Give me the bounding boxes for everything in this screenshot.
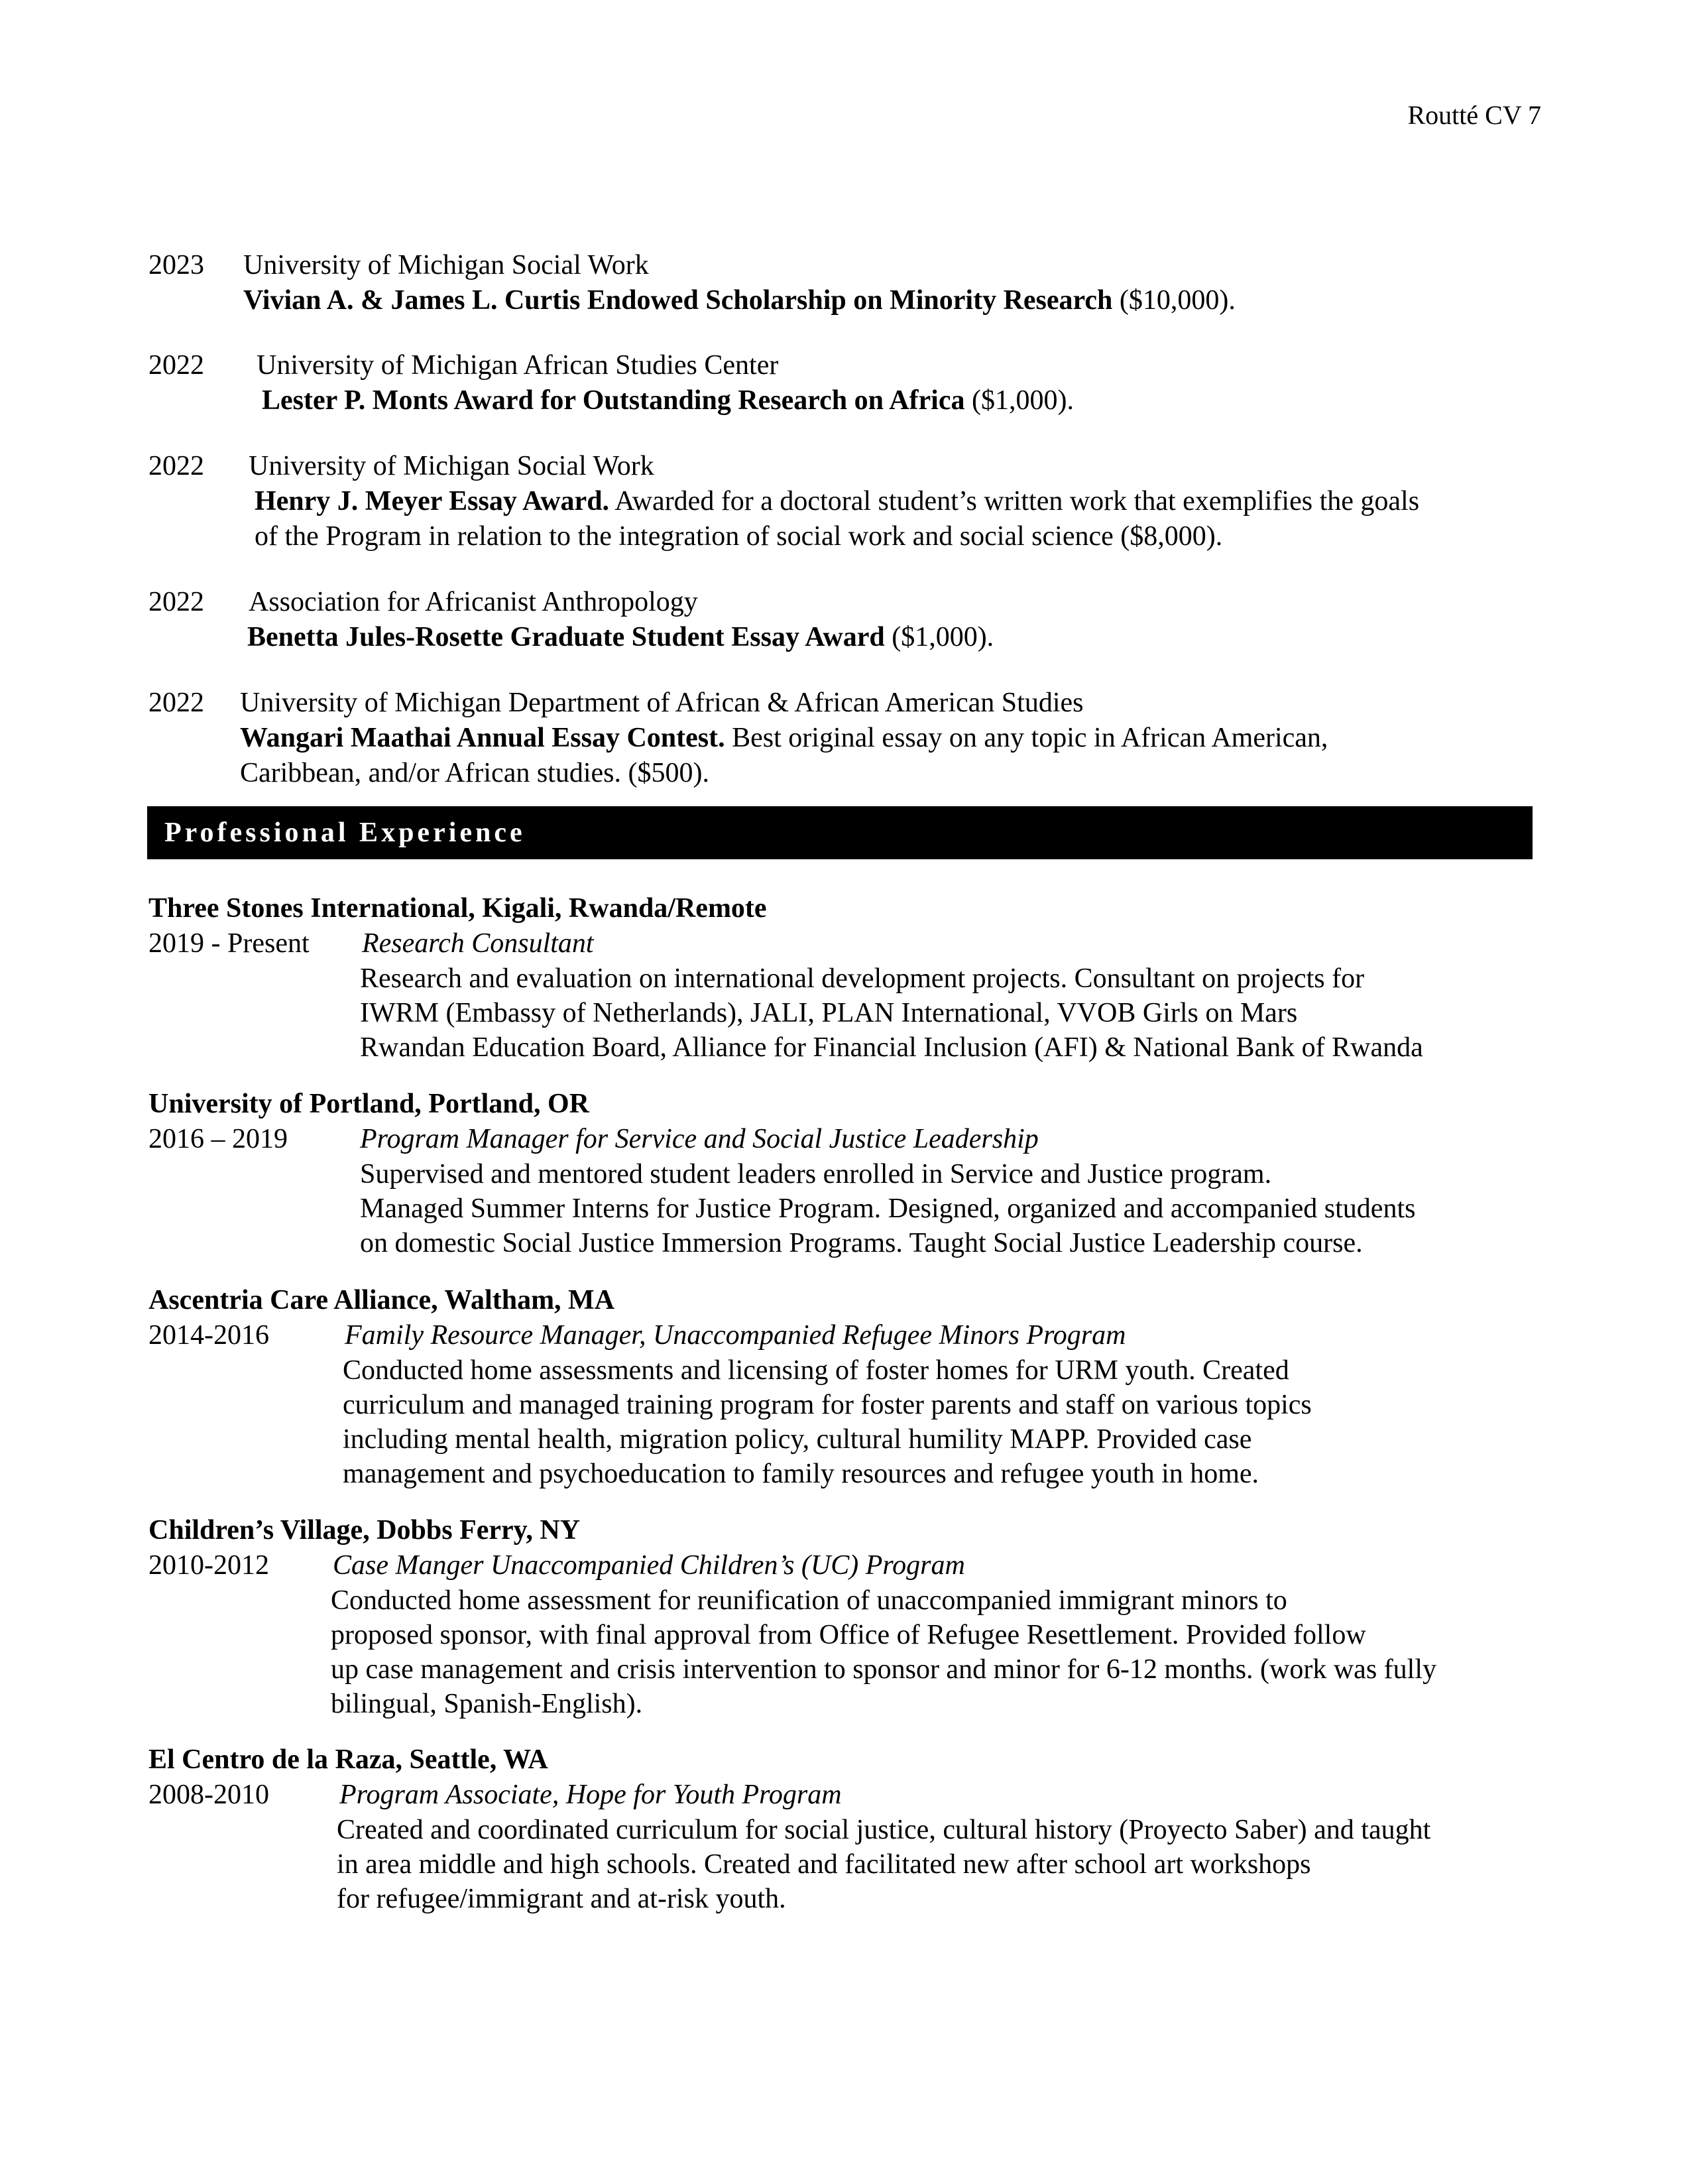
award-year: 2023 bbox=[148, 250, 204, 280]
organization-name: El Centro de la Raza, Seattle, WA bbox=[148, 1744, 548, 1775]
award-year: 2022 bbox=[148, 587, 204, 617]
description-line: Research and evaluation on international development projects. Consultant on projects for bbox=[360, 963, 1365, 994]
section-header-professional-experience: Professional Experience bbox=[147, 806, 1533, 859]
award-name: Vivian A. & James L. Curtis Endowed Scholarship on Minority Research bbox=[243, 285, 1113, 316]
award-description: ($1,000). bbox=[964, 385, 1074, 416]
description-line: Supervised and mentored student leaders enrolled in Service and Justice program. bbox=[360, 1159, 1272, 1189]
job-title: Program Associate, Hope for Youth Program bbox=[339, 1780, 842, 1810]
description-line: IWRM (Embassy of Netherlands), JALI, PLAN International, VVOB Girls on Mars bbox=[360, 998, 1298, 1028]
description-line: in area middle and high schools. Created and facilitated new after school art workshops bbox=[337, 1849, 1311, 1880]
award-year: 2022 bbox=[148, 451, 204, 481]
organization-name: Children’s Village, Dobbs Ferry, NY bbox=[148, 1515, 581, 1546]
award-name: Benetta Jules-Rosette Graduate Student Essay Award bbox=[247, 622, 885, 652]
award-year: 2022 bbox=[148, 688, 204, 718]
description-line: Conducted home assessments and licensing of foster homes for URM youth. Created bbox=[343, 1355, 1289, 1386]
award-description: of the Program in relation to the integration of social work and social science ($8,000). bbox=[255, 521, 1223, 552]
award-description: ($10,000). bbox=[1112, 285, 1236, 316]
employment-dates: 2014-2016 bbox=[148, 1320, 269, 1351]
description-line: on domestic Social Justice Immersion Programs. Taught Social Justice Leadership course. bbox=[360, 1228, 1363, 1258]
award-institution: University of Michigan African Studies Center bbox=[257, 350, 779, 381]
employment-dates: 2019 - Present bbox=[148, 928, 310, 959]
award-description: ($1,000). bbox=[884, 622, 994, 652]
job-title: Family Resource Manager, Unaccompanied Refugee Minors Program bbox=[345, 1320, 1126, 1351]
award-institution: Association for Africanist Anthropology bbox=[249, 587, 698, 617]
award-year: 2022 bbox=[148, 350, 204, 381]
award-name: Wangari Maathai Annual Essay Contest. bbox=[240, 723, 725, 753]
award-description: Awarded for a doctoral student’s written work that exemplifies the goals bbox=[609, 486, 1420, 516]
award-institution: University of Michigan Social Work bbox=[243, 250, 649, 280]
employment-dates: 2016 – 2019 bbox=[148, 1124, 288, 1154]
job-description bbox=[360, 1157, 1415, 1260]
award-entry bbox=[148, 248, 1236, 318]
job-title: Case Manger Unaccompanied Children’s (UC) Program bbox=[333, 1550, 965, 1581]
job-description bbox=[331, 1583, 1436, 1721]
award-entry bbox=[148, 686, 1328, 791]
description-line: including mental health, migration policy, cultural humility MAPP. Provided case bbox=[343, 1424, 1252, 1455]
employment-dates: 2010-2012 bbox=[148, 1550, 269, 1581]
employment-dates: 2008-2010 bbox=[148, 1780, 269, 1810]
description-line: Conducted home assessment for reunification of unaccompanied immigrant minors to bbox=[331, 1585, 1287, 1616]
job-title: Research Consultant bbox=[362, 928, 594, 959]
award-description: Caribbean, and/or African studies. ($500). bbox=[240, 758, 709, 788]
award-institution: University of Michigan Department of African & African American Studies bbox=[240, 688, 1084, 718]
award-description: Best original essay on any topic in African American, bbox=[725, 723, 1328, 753]
award-entry bbox=[148, 585, 994, 655]
award-entry bbox=[148, 348, 1074, 418]
job-title: Program Manager for Service and Social Justice Leadership bbox=[360, 1124, 1039, 1154]
description-line: up case management and crisis intervention to sponsor and minor for 6-12 months. (work was fully bbox=[331, 1654, 1436, 1685]
running-head: Routté CV 7 bbox=[1407, 100, 1541, 130]
award-name: Henry J. Meyer Essay Award. bbox=[255, 486, 610, 516]
award-institution: University of Michigan Social Work bbox=[249, 451, 654, 481]
description-line: curriculum and managed training program for foster parents and staff on various topics bbox=[343, 1390, 1312, 1420]
description-line: proposed sponsor, with final approval from Office of Refugee Resettlement. Provided follow bbox=[331, 1620, 1366, 1650]
organization-name: Ascentria Care Alliance, Waltham, MA bbox=[148, 1285, 615, 1315]
job-description bbox=[337, 1813, 1430, 1916]
description-line: Rwandan Education Board, Alliance for Financial Inclusion (AFI) & National Bank of Rwanda bbox=[360, 1032, 1423, 1063]
award-name: Lester P. Monts Award for Outstanding Research on Africa bbox=[262, 385, 965, 416]
organization-name: University of Portland, Portland, OR bbox=[148, 1089, 589, 1119]
description-line: bilingual, Spanish-English). bbox=[331, 1689, 643, 1719]
job-description bbox=[360, 961, 1423, 1065]
job-description bbox=[343, 1353, 1312, 1491]
award-entry bbox=[148, 449, 1419, 554]
description-line: for refugee/immigrant and at-risk youth. bbox=[337, 1884, 786, 1914]
organization-name: Three Stones International, Kigali, Rwanda/Remote bbox=[148, 893, 767, 924]
description-line: management and psychoeducation to family resources and refugee youth in home. bbox=[343, 1459, 1259, 1489]
description-line: Created and coordinated curriculum for social justice, cultural history (Proyecto Saber) and taught bbox=[337, 1815, 1431, 1845]
description-line: Managed Summer Interns for Justice Program. Designed, organized and accompanied students bbox=[360, 1193, 1416, 1224]
